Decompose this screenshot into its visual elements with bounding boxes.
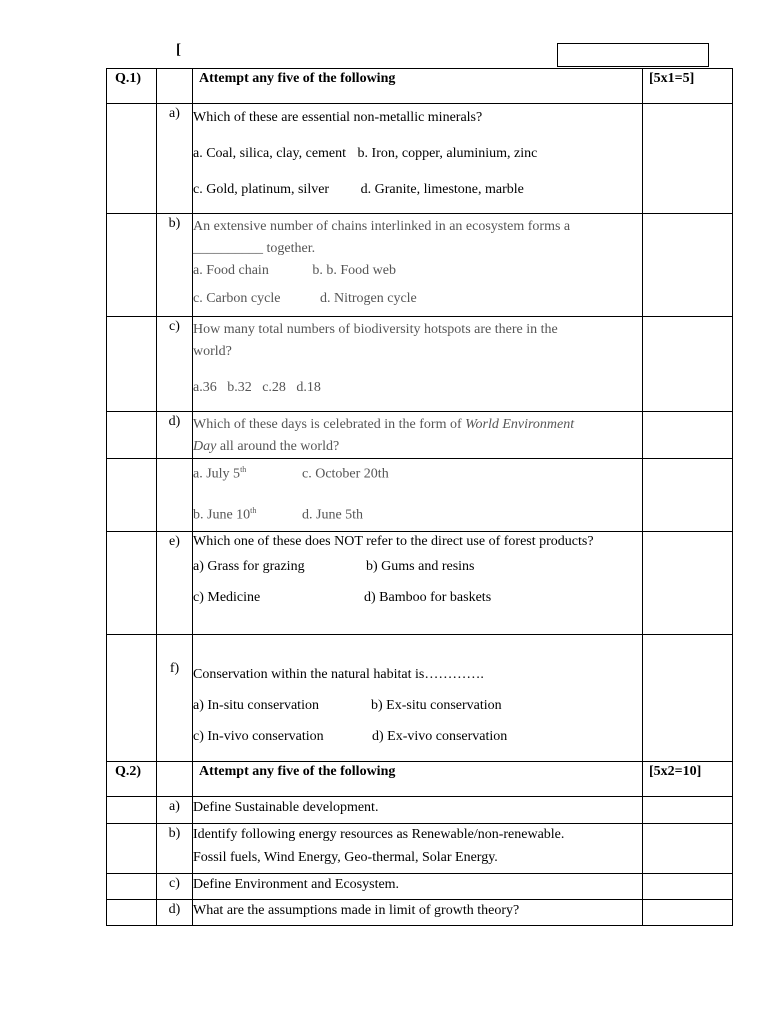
- q1-e-question: Which one of these does NOT refer to the direct use of forest products?: [193, 534, 594, 549]
- q1-e-option-a: a) Grass for grazing: [193, 559, 305, 574]
- q1-d-question: Which of these days is celebrated in the form of World Environment Day all around the world?: [193, 417, 575, 454]
- q2-a-question: Define Sustainable development.: [193, 800, 379, 815]
- q1-d-row: [107, 412, 733, 459]
- q1-e-label: e): [157, 532, 193, 635]
- q2-d-label: d): [157, 900, 193, 926]
- q1-b-option-d: d. Nitrogen cycle: [319, 291, 417, 306]
- q2-b-row: [107, 824, 733, 874]
- q2-b-question-line1: Identify following energy resources as Renewable/non-renewable.: [193, 827, 565, 842]
- q1-a-option-c: c. Gold, platinum, silver: [193, 182, 330, 197]
- q2-a-label: a): [157, 797, 193, 824]
- q1-c-options: a.36 b.32 c.28 d.18: [193, 380, 321, 395]
- q1-e-option-b: b) Gums and resins: [366, 559, 475, 574]
- q2-title: Attempt any five of the following: [193, 762, 643, 797]
- q1-a-label: a): [157, 104, 193, 214]
- q2-d-row: [107, 900, 733, 926]
- q1-f-question: Conservation within the natural habitat is………….: [193, 667, 484, 682]
- q2-number: Q.2): [107, 762, 157, 797]
- q1-f-label: f): [157, 635, 193, 762]
- q1-f-row: [107, 635, 733, 762]
- q1-e-option-d: d) Bamboo for baskets: [364, 590, 492, 605]
- q2-b-label: b): [157, 824, 193, 874]
- q2-b-question-line2: Fossil fuels, Wind Energy, Geo-thermal, Solar Energy.: [193, 850, 498, 865]
- q1-d-option-a: a. July 5th: [193, 465, 247, 482]
- q2-a-row: [107, 797, 733, 824]
- q1-b-question-line1: An extensive number of chains interlinked in an ecosystem forms a: [193, 219, 571, 234]
- q1-a-option-d: d. Granite, limestone, marble: [360, 182, 524, 197]
- q1-c-question-line1: How many total numbers of biodiversity hotspots are there in the: [193, 322, 558, 337]
- q1-e-option-c: c) Medicine: [193, 590, 261, 605]
- q1-b-row: [107, 214, 733, 317]
- q2-c-question: Define Environment and Ecosystem.: [193, 877, 400, 892]
- q1-d-option-c: c. October 20th: [302, 466, 389, 482]
- q1-f-option-b: b) Ex-situ conservation: [371, 698, 502, 713]
- q1-c-question-line2: world?: [193, 344, 232, 359]
- q1-d-option-b: b. June 10th: [193, 505, 257, 523]
- q1-f-option-d: d) Ex-vivo conservation: [372, 729, 508, 744]
- q1-c-row: [107, 317, 733, 412]
- q1-d-label: d): [157, 412, 193, 459]
- q1-title: Attempt any five of the following: [193, 69, 643, 104]
- q1-a-row: [107, 104, 733, 214]
- header-bracket: [: [176, 42, 181, 58]
- q1-b-option-c: c. Carbon cycle: [193, 291, 281, 306]
- question-paper-table: [106, 68, 733, 926]
- q2-marks: [5x2=10]: [643, 762, 733, 797]
- q2-c-label: c): [157, 874, 193, 900]
- q1-b-option-a: a. Food chain: [193, 263, 269, 278]
- q2-c-row: [107, 874, 733, 900]
- q1-f-option-c: c) In-vivo conservation: [193, 729, 324, 744]
- q1-b-option-b: b. b. Food web: [312, 263, 396, 278]
- q1-f-option-a: a) In-situ conservation: [193, 698, 319, 713]
- q1-e-row: [107, 532, 733, 635]
- q1-b-label: b): [157, 214, 193, 317]
- q1-number: Q.1): [107, 69, 157, 104]
- q1-header-row: [107, 69, 733, 104]
- q1-d-option-d: d. June 5th: [302, 507, 364, 523]
- q1-marks: [5x1=5]: [643, 69, 733, 104]
- seat-number-box: [557, 43, 709, 67]
- q1-d-options-row: [107, 459, 733, 532]
- q2-header-row: [107, 762, 733, 797]
- q2-d-question: What are the assumptions made in limit of growth theory?: [193, 903, 520, 918]
- q1-b-question-line2: __________ together.: [193, 241, 316, 256]
- q1-a-option-b: b. Iron, copper, aluminium, zinc: [357, 146, 538, 161]
- q1-a-option-a: a. Coal, silica, clay, cement: [193, 146, 347, 161]
- q1-c-label: c): [157, 317, 193, 412]
- q1-a-question: Which of these are essential non-metallic minerals?: [193, 110, 483, 125]
